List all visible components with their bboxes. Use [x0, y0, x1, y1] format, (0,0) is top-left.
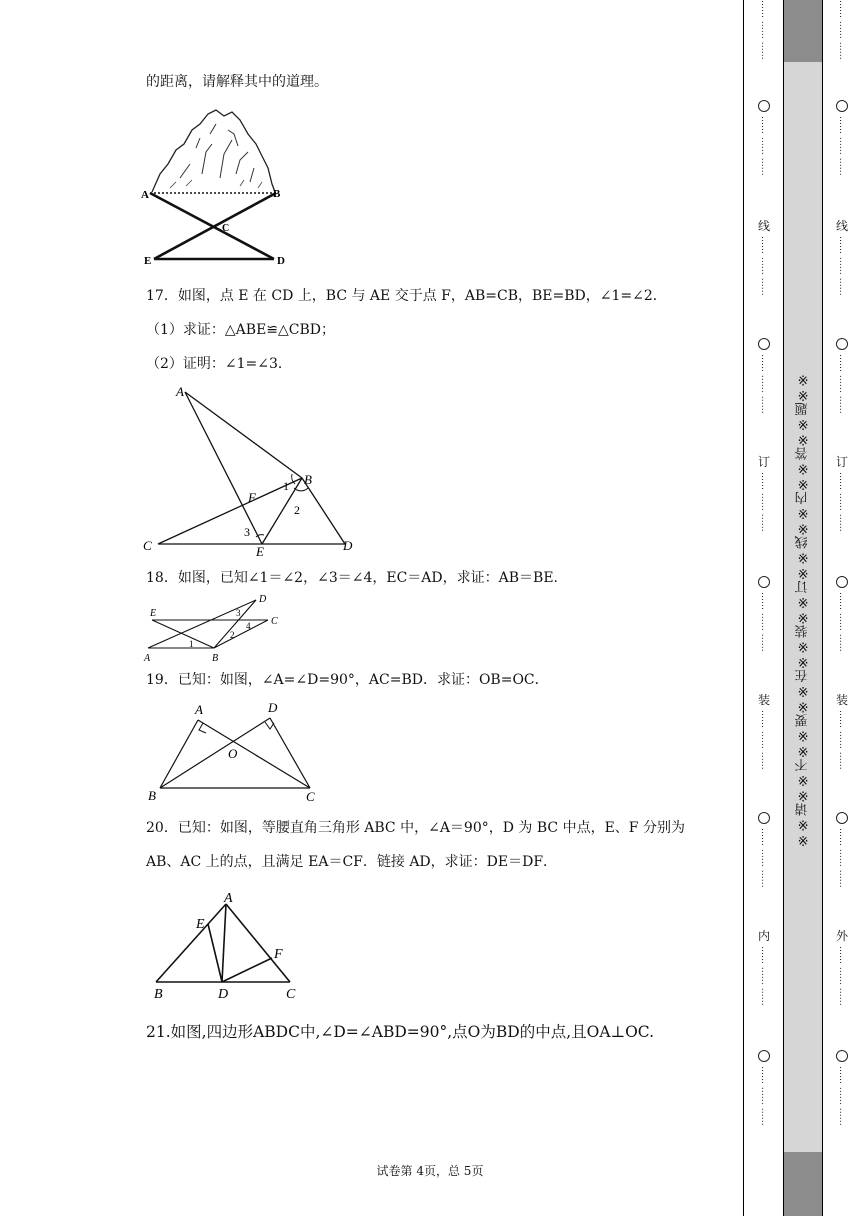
inner-label-nei: 内 — [757, 929, 770, 943]
inner-label-ding: 订 — [757, 455, 770, 469]
label-B: B — [154, 987, 163, 1002]
question-17-stem: 17．如图，点 E 在 CD 上，BC 与 AE 交于点 F，AB=CB，BE=BD，∠1=∠2． — [146, 288, 667, 304]
label-A: A — [176, 384, 184, 399]
margin-dark-block-top — [784, 0, 822, 62]
binding-circle — [836, 100, 848, 112]
inner-label-zhuang: 装 — [757, 693, 770, 707]
label-2: 2 — [230, 630, 235, 640]
label-A: A — [224, 891, 233, 906]
binding-circle — [758, 576, 770, 588]
label-D: D — [218, 987, 229, 1002]
outer-binding-column: …… …… …… …… …… …… 线 …… …… …… …… …… …… 订 …… …… …… …… …… …… 装 …… …… …… …… …… …… 外 …… …… …… …… …… …… — [835, 0, 848, 1126]
label-1: 1 — [283, 479, 289, 493]
figure-19 — [140, 696, 330, 806]
question-21-stem: 21.如图,四边形ABDC中,∠D=∠ABD=90°,点O为BD的中点,且OA⊥OC. — [146, 1023, 655, 1041]
label-D: D — [268, 700, 278, 715]
label-1: 1 — [189, 639, 194, 649]
label-C: C — [222, 223, 230, 234]
question-19-stem: 19．已知：如图，∠A=∠D=90°，AC=BD．求证：OB=OC． — [146, 672, 549, 688]
label-2: 2 — [294, 503, 300, 517]
outer-label-xian: 线 — [835, 219, 848, 233]
binding-warning-text: ※※请※※不※※要※※在※※装※※订※※线※※内※※答※※题※※ — [795, 371, 811, 847]
label-B: B — [148, 788, 156, 803]
label-C: C — [286, 987, 296, 1002]
binding-circle — [758, 100, 770, 112]
label-C: C — [271, 616, 278, 627]
outer-label-ding: 订 — [835, 455, 848, 469]
question-16-tail: 的距离，请解释其中的道理。 — [146, 74, 328, 90]
label-D: D — [259, 594, 267, 605]
inner-label-xian: 线 — [757, 219, 770, 233]
figure-18 — [140, 590, 290, 664]
label-B: B — [212, 653, 219, 664]
label-E: E — [256, 544, 264, 559]
page-footer: 试卷第 4页，总 5页 — [376, 1164, 484, 1178]
label-D: D — [343, 538, 353, 553]
binding-circle — [758, 338, 770, 350]
question-20-line2: AB、AC 上的点，且满足 EA＝CF．链接 AD，求证：DE＝DF． — [146, 854, 558, 870]
margin-border-middle — [783, 0, 784, 1216]
figure-20 — [140, 888, 310, 1002]
label-B: B — [304, 472, 312, 487]
outer-label-wai: 外 — [835, 929, 848, 943]
label-A: A — [195, 702, 203, 717]
label-D: D — [277, 255, 285, 266]
label-E: E — [144, 255, 152, 266]
question-17-part2: （2）证明：∠1=∠3． — [146, 356, 292, 372]
label-E: E — [196, 917, 205, 932]
question-17-part1: （1）求证：△ABE≌△CBD； — [146, 322, 336, 338]
figure-17 — [140, 380, 370, 560]
binding-circle — [836, 1050, 848, 1062]
question-20-line1: 20．已知：如图，等腰直角三角形 ABC 中，∠A＝90°，D 为 BC 中点，E、F 分别为 — [146, 820, 685, 836]
binding-circle — [836, 812, 848, 824]
binding-circle — [836, 338, 848, 350]
label-E: E — [150, 608, 157, 619]
binding-circle — [758, 1050, 770, 1062]
label-C: C — [306, 789, 315, 804]
label-3: 3 — [236, 608, 241, 618]
label-A: A — [144, 653, 151, 664]
label-F: F — [248, 490, 256, 505]
label-4: 4 — [246, 621, 251, 631]
label-C: C — [143, 538, 152, 553]
label-F: F — [274, 947, 283, 962]
label-O: O — [228, 746, 238, 761]
label-B: B — [273, 188, 281, 200]
question-18-stem: 18．如图，已知∠1＝∠2，∠3＝∠4，EC＝AD，求证：AB＝BE. — [146, 570, 558, 586]
margin-border-left — [743, 0, 744, 1216]
label-A: A — [141, 189, 149, 201]
inner-binding-column: …… …… …… …… …… …… 线 …… …… …… …… …… …… 订 …… …… …… …… …… …… 装 …… …… …… …… …… …… 内 …… …… …… …… …… …… — [757, 0, 770, 1126]
margin-dark-block-bottom — [784, 1152, 822, 1216]
label-3: 3 — [244, 525, 250, 539]
figure-16-mountain — [140, 104, 290, 266]
binding-circle — [758, 812, 770, 824]
outer-label-zhuang: 装 — [835, 693, 848, 707]
binding-circle — [836, 576, 848, 588]
margin-border-right — [822, 0, 823, 1216]
